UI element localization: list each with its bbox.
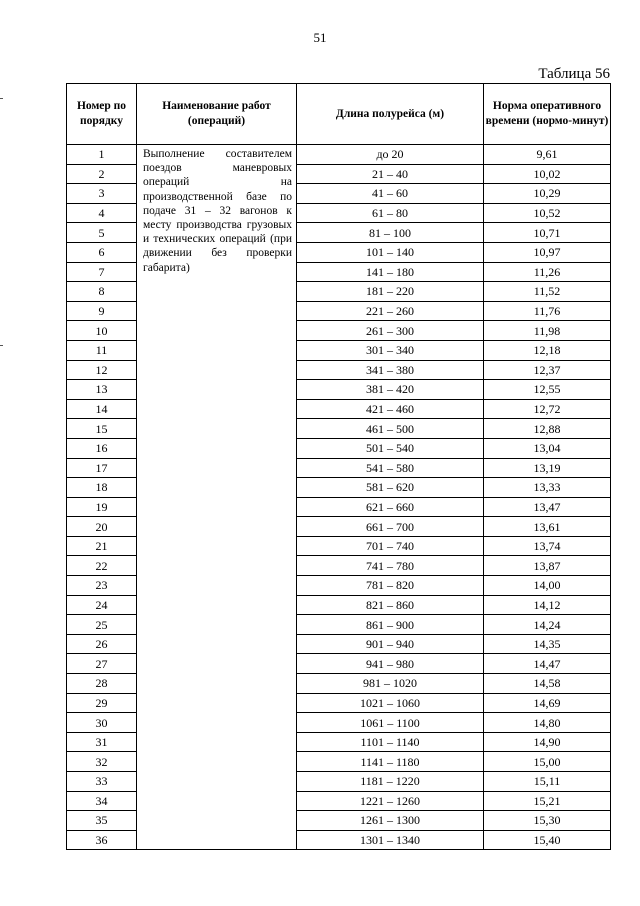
half-trip-length: 181 – 220 [297, 282, 484, 302]
time-norm: 12,37 [484, 360, 611, 380]
time-norm: 9,61 [484, 145, 611, 165]
row-number: 24 [67, 595, 137, 615]
row-number: 26 [67, 634, 137, 654]
time-norm: 10,52 [484, 203, 611, 223]
half-trip-length: 981 – 1020 [297, 674, 484, 694]
time-norm: 12,55 [484, 380, 611, 400]
half-trip-length: 501 – 540 [297, 438, 484, 458]
half-trip-length: 81 – 100 [297, 223, 484, 243]
time-norm: 15,11 [484, 772, 611, 792]
time-norm: 13,61 [484, 517, 611, 537]
half-trip-length: 141 – 180 [297, 262, 484, 282]
half-trip-length: 341 – 380 [297, 360, 484, 380]
row-number: 30 [67, 713, 137, 733]
table-row [67, 145, 611, 165]
half-trip-length: 1181 – 1220 [297, 772, 484, 792]
row-number: 29 [67, 693, 137, 713]
half-trip-length: 1221 – 1260 [297, 791, 484, 811]
time-norm: 14,00 [484, 576, 611, 596]
time-norm: 15,00 [484, 752, 611, 772]
time-norm: 14,47 [484, 654, 611, 674]
row-number: 33 [67, 772, 137, 792]
time-norm: 13,87 [484, 556, 611, 576]
time-norm: 15,40 [484, 830, 611, 850]
half-trip-length: 941 – 980 [297, 654, 484, 674]
row-number: 17 [67, 458, 137, 478]
time-norm: 14,69 [484, 693, 611, 713]
half-trip-length: 1101 – 1140 [297, 732, 484, 752]
time-norm: 15,30 [484, 811, 611, 831]
header-work: Наименование работ (операций) [137, 84, 297, 145]
row-number: 23 [67, 576, 137, 596]
row-number: 4 [67, 203, 137, 223]
half-trip-length: 261 – 300 [297, 321, 484, 341]
time-norm: 11,76 [484, 301, 611, 321]
half-trip-length: 301 – 340 [297, 340, 484, 360]
row-number: 16 [67, 438, 137, 458]
header-num: Номер по порядку [67, 84, 137, 145]
time-norm: 14,35 [484, 634, 611, 654]
row-number: 11 [67, 340, 137, 360]
time-norm: 15,21 [484, 791, 611, 811]
header-norm: Норма оперативного времени (нормо-минут) [484, 84, 611, 145]
row-number: 19 [67, 497, 137, 517]
row-number: 2 [67, 164, 137, 184]
row-number: 25 [67, 615, 137, 635]
row-number: 34 [67, 791, 137, 811]
time-norm: 13,04 [484, 438, 611, 458]
half-trip-length: 661 – 700 [297, 517, 484, 537]
row-number: 15 [67, 419, 137, 439]
half-trip-length: 61 – 80 [297, 203, 484, 223]
row-number: 12 [67, 360, 137, 380]
half-trip-length: 861 – 900 [297, 615, 484, 635]
half-trip-length: 41 – 60 [297, 184, 484, 204]
half-trip-length: 741 – 780 [297, 556, 484, 576]
row-number: 27 [67, 654, 137, 674]
time-norm: 11,98 [484, 321, 611, 341]
row-number: 13 [67, 380, 137, 400]
time-norm: 10,71 [484, 223, 611, 243]
row-number: 3 [67, 184, 137, 204]
time-norm: 11,26 [484, 262, 611, 282]
row-number: 6 [67, 242, 137, 262]
half-trip-length: 1261 – 1300 [297, 811, 484, 831]
table-header-row [67, 84, 611, 145]
header-length: Длина полурейса (м) [297, 84, 484, 145]
half-trip-length: 781 – 820 [297, 576, 484, 596]
time-norm: 12,18 [484, 340, 611, 360]
time-norm: 14,24 [484, 615, 611, 635]
half-trip-length: 581 – 620 [297, 478, 484, 498]
time-norm: 12,88 [484, 419, 611, 439]
half-trip-length: 621 – 660 [297, 497, 484, 517]
half-trip-length: 461 – 500 [297, 419, 484, 439]
time-norm: 11,52 [484, 282, 611, 302]
time-norm: 13,74 [484, 536, 611, 556]
row-number: 20 [67, 517, 137, 537]
half-trip-length: 21 – 40 [297, 164, 484, 184]
time-norm: 10,97 [484, 242, 611, 262]
row-number: 1 [67, 145, 137, 165]
time-norm: 14,80 [484, 713, 611, 733]
row-number: 36 [67, 830, 137, 850]
scan-margin-mark [0, 345, 3, 346]
half-trip-length: до 20 [297, 145, 484, 165]
half-trip-length: 1301 – 1340 [297, 830, 484, 850]
time-norm: 10,29 [484, 184, 611, 204]
time-norm: 10,02 [484, 164, 611, 184]
half-trip-length: 221 – 260 [297, 301, 484, 321]
row-number: 5 [67, 223, 137, 243]
half-trip-length: 421 – 460 [297, 399, 484, 419]
row-number: 32 [67, 752, 137, 772]
row-number: 28 [67, 674, 137, 694]
half-trip-length: 821 – 860 [297, 595, 484, 615]
norm-table [66, 83, 611, 850]
half-trip-length: 1061 – 1100 [297, 713, 484, 733]
half-trip-length: 901 – 940 [297, 634, 484, 654]
time-norm: 13,19 [484, 458, 611, 478]
row-number: 35 [67, 811, 137, 831]
row-number: 31 [67, 732, 137, 752]
half-trip-length: 541 – 580 [297, 458, 484, 478]
work-description: Выполнение составителем поездов маневровых операций на производственной базе по подаче 31 – 32 вагонов к месту производства грузовых и технических операций (при движении без проверки габарита) [137, 145, 297, 850]
half-trip-length: 1141 – 1180 [297, 752, 484, 772]
row-number: 7 [67, 262, 137, 282]
time-norm: 13,33 [484, 478, 611, 498]
time-norm: 12,72 [484, 399, 611, 419]
row-number: 14 [67, 399, 137, 419]
table-body [67, 145, 611, 850]
half-trip-length: 381 – 420 [297, 380, 484, 400]
row-number: 9 [67, 301, 137, 321]
table-caption: Таблица 56 [538, 66, 610, 82]
row-number: 18 [67, 478, 137, 498]
time-norm: 14,12 [484, 595, 611, 615]
page-number: 51 [313, 30, 327, 45]
time-norm: 13,47 [484, 497, 611, 517]
row-number: 21 [67, 536, 137, 556]
half-trip-length: 1021 – 1060 [297, 693, 484, 713]
half-trip-length: 101 – 140 [297, 242, 484, 262]
time-norm: 14,58 [484, 674, 611, 694]
scan-margin-mark [0, 98, 3, 99]
half-trip-length: 701 – 740 [297, 536, 484, 556]
time-norm: 14,90 [484, 732, 611, 752]
row-number: 22 [67, 556, 137, 576]
row-number: 8 [67, 282, 137, 302]
row-number: 10 [67, 321, 137, 341]
